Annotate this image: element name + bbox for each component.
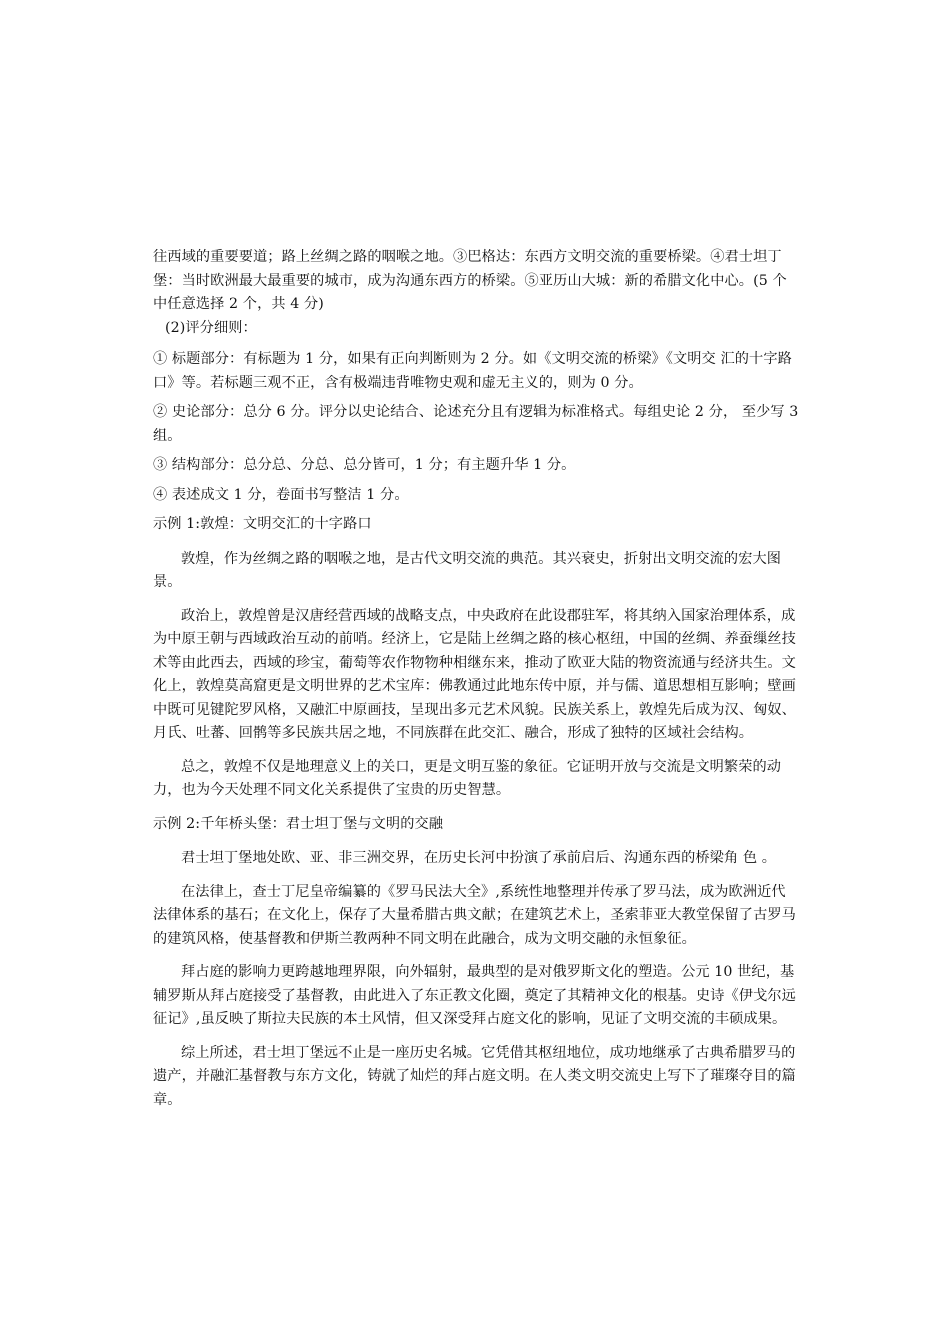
example-2-paragraph: 拜占庭的影响力更跨越地理界限，向外辐射，最典型的是对俄罗斯文化的塑造。公元 10 世纪，基辅罗斯从拜占庭接受了基督教，由此进入了东正教文化圈，奠定了其精神文化的根基。史诗《伊戈尔远征记》,虽反映了斯拉夫民族的本土风情，但又深受拜占庭文化的影响，见证了文明交流的丰硕成果。 — [153, 964, 796, 1027]
example-1-paragraph: 敦煌，作为丝绸之路的咽喉之地，是古代文明交流的典范。其兴衰史，折射出文明交流的宏大图景。 — [153, 550, 782, 590]
example-1-paragraph: 政治上，敦煌曾是汉唐经营西域的战略支点，中央政府在此设郡驻军，将其纳入国家治理体系，成为中原王朝与西域政治互动的前哨。经济上，它是陆上丝绸之路的核心枢纽，中国的丝绸、养蚕缫丝技术等由此西去，西域的珍宝，葡萄等农作物物种相继东来，推动了欧亚大陆的物资流通与经济共生。文化上，敦煌莫高窟更是文明世界的艺术宝库：佛教通过此地东传中原，并与儒、道思想相互影响；壁画中既可见键陀罗风格，又融汇中原画技，呈现出多元艺术风貌。民族关系上，敦煌先后成为汉、匈奴、月氏、吐蕃、回鹘等多民族共居之地，不同族群在此交汇、融合，形成了独特的区域社会结构。 — [153, 607, 796, 741]
scoring-rule-expression: ④ 表述成文 1 分，卷面书写整洁 1 分。 — [153, 486, 409, 503]
example-2-paragraph: 在法律上，查士丁尼皇帝编纂的《罗马民法大全》,系统性地整理并传承了罗马法，成为欧洲近代法律体系的基石；在文化上，保存了大量希腊古典文献；在建筑艺术上，圣索菲亚大教堂保留了古罗马的建筑风格，使基督教和伊斯兰教两种不同文明在此融合，成为文明交融的永恒象征。 — [153, 883, 796, 947]
example-2-paragraph: 君士坦丁堡地处欧、亚、非三洲交界，在历史长河中扮演了承前启后、沟通东西的桥梁角 色 。 — [181, 850, 777, 866]
example-1-paragraph: 总之，敦煌不仅是地理意义上的关口，更是文明互鉴的象征。它证明开放与交流是文明繁荣的动力，也为今天处理不同文化关系提供了宝贵的历史智慧。 — [153, 758, 782, 798]
scoring-rule-structure: ③ 结构部分：总分总、分总、总分皆可，1 分；有主题升华 1 分。 — [153, 457, 576, 473]
example-2-paragraph: 综上所述，君士坦丁堡远不止是一座历史名城。它凭借其枢纽地位，成功地继承了古典希腊罗马的遗产，并融汇基督教与东方文化，铸就了灿烂的拜占庭文明。在人类文明交流史上写下了璀璨夺目的篇章。 — [153, 1044, 796, 1108]
scoring-heading: (2)评分细则： — [165, 319, 257, 336]
answer-intro: 往西域的重要要道；路上丝绸之路的咽喉之地。③巴格达：东西方文明交流的重要桥梁。④君士坦丁堡：当时欧洲最大最重要的城市，成为沟通东西方的桥梁。⑤亚历山大城：新的希腊文化中心。(5 个中任意选择 2 个，共 4 分) — [153, 249, 787, 312]
scoring-rule-argument: ② 史论部分：总分 6 分。评分以史论结合、论述充分且有逻辑为标准格式。每组史论 2 分， 至少写 3 组。 — [153, 404, 799, 444]
document-page — [153, 246, 799, 1122]
example-1-title: 示例 1:敦煌：文明交汇的十字路口 — [153, 516, 372, 532]
example-2-title: 示例 2:千年桥头堡：君士坦丁堡与文明的交融 — [153, 815, 444, 832]
scoring-rule-title: ① 标题部分：有标题为 1 分，如果有正向判断则为 2 分。如《文明交流的桥梁》《文明交 汇的十字路口》等。若标题三观不正，含有极端违背唯物史观和虚无主义的，则为 0 分。 — [153, 351, 792, 391]
